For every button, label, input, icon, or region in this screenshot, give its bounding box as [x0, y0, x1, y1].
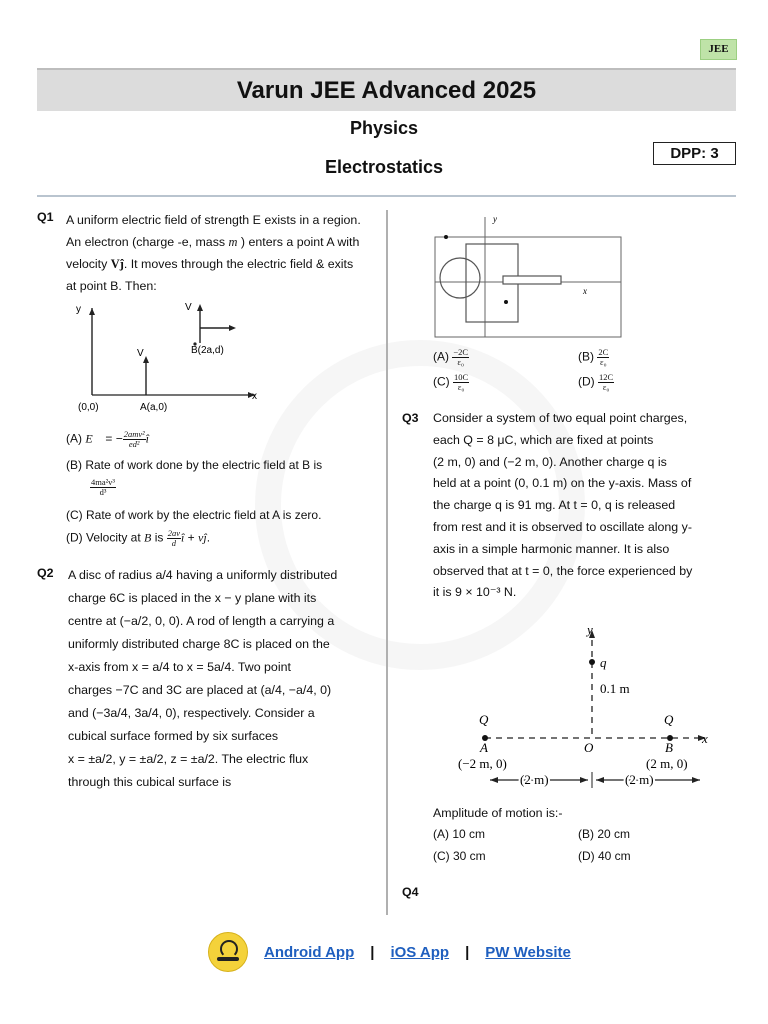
customer-care-icon[interactable]	[208, 932, 248, 972]
dpp-badge: DPP: 3	[653, 142, 736, 165]
fig-label-y: y	[587, 622, 593, 637]
ios-app-link[interactable]: iOS App	[390, 943, 450, 961]
fig-label-x: x	[702, 731, 708, 746]
q1-option-c[interactable]: (C) Rate of work by the electric field at A is zero.	[66, 508, 322, 522]
q1-figure	[70, 298, 260, 414]
q1-option-a[interactable]: (A) E⃗ = − $\frac{\text{2amv²}}{\text{ed²}}$ î	[66, 429, 150, 449]
q3-figure	[450, 620, 720, 795]
fig-label-point-b: B(2a,d)	[191, 345, 224, 356]
q3-option-c[interactable]: (C) 30 cm	[433, 849, 486, 863]
q3-prompt: Amplitude of motion is:-	[433, 806, 563, 820]
q1-option-b-value: $\frac{\text{4ma²v³}}{\text{d³}}$	[91, 477, 115, 497]
fig-label-charge: Q	[664, 712, 674, 727]
chapter-heading: Electrostatics	[324, 157, 444, 177]
fig-label-x: x	[583, 286, 587, 296]
column-divider	[386, 210, 388, 915]
header-divider	[37, 195, 736, 197]
q2-option-c[interactable]: (C) $\frac{10C}{\text{ε₀}}$	[433, 372, 469, 392]
charge-q	[589, 659, 595, 665]
fig-label-origin: (0,0)	[78, 402, 99, 413]
fig-label-b-coord: (2 m, 0)	[646, 756, 688, 771]
fig-label-x: x	[252, 391, 257, 402]
android-app-link[interactable]: Android App	[264, 943, 355, 961]
footer-separator: |	[370, 943, 375, 961]
fig-label-y: y	[493, 214, 497, 224]
fig-label-charge: Q	[479, 712, 489, 727]
fig-label-o: O	[584, 740, 594, 755]
question-number: Q1	[37, 210, 54, 224]
exam-tag: JEE	[700, 39, 737, 60]
point-charge	[444, 235, 448, 239]
q2-figure	[433, 212, 623, 340]
q2-text: A disc of radius a/4 having a uniformly distributed charge 6C is placed in the x − y plane with its centre at (−a/2, 0, 0). A rod of length a carrying a uniformly distributed charge 8C is placed on the x-axis from x = a/4 to x = 5a/4. Two point charges −7C and 3C are placed at (a/4, −a/4, 0) and (−3a/4, 3a/4, 0), respectively. Consider a cubical surface formed by six surfaces x = ±a/2, y = ±a/2, z = ±a/2. The electric flux through this cubical surface is	[68, 568, 338, 789]
question-number: Q4	[402, 885, 419, 899]
fig-label-b: B	[665, 740, 673, 755]
fig-label-y: y	[76, 304, 81, 315]
fig-label-velocity: V	[185, 302, 192, 313]
fig-label-point-a: A(a,0)	[140, 402, 168, 413]
q2-option-b[interactable]: (B) $\frac{2C}{\text{ε₀}}$	[578, 347, 609, 367]
pw-website-link[interactable]: PW Website	[485, 943, 571, 961]
page-title: Varun JEE Advanced 2025	[37, 68, 736, 111]
q3-option-b[interactable]: (B) 20 cm	[578, 827, 631, 841]
fig-label-q: q	[600, 655, 607, 670]
q2-option-d[interactable]: (D) $\frac{12C}{\text{ε₀}}$	[578, 372, 614, 392]
question-number: Q3	[402, 411, 419, 425]
fig-label-distance: (2 m)	[520, 772, 549, 787]
q3-option-a[interactable]: (A) 10 cm	[433, 827, 486, 841]
q1-option-d[interactable]: (D) Velocity at B is $\frac{2av}{d}$ î + vĵ.	[66, 528, 211, 548]
q1-option-b[interactable]: (B) Rate of work done by the electric field at B is	[66, 458, 323, 472]
q1-text: A uniform electric field of strength E exists in a region. An electron (charge -e, mass m ) enters a point A with velocity Vĵ. It moves through the electric field & exits at point B. Then:	[66, 213, 361, 293]
q3-option-d[interactable]: (D) 40 cm	[578, 849, 631, 863]
point-charge	[504, 300, 508, 304]
charged-rod	[503, 276, 561, 284]
question-number: Q2	[37, 566, 54, 580]
q2-option-a[interactable]: (A) $\frac{-2C}{\text{ε₀}}$	[433, 347, 469, 367]
fig-label-velocity: V	[137, 348, 144, 359]
fig-label-a-coord: (−2 m, 0)	[458, 756, 507, 771]
y-axis-arrow	[89, 308, 95, 315]
q3-text: Consider a system of two equal point charges, each Q = 8 μC, which are fixed at points (2 m, 0) and (−2 m, 0). Another charge q is held at a point (0, 0.1 m) on the y-axis. Mass of the charge q is 91 mg. At t = 0, q is released from rest and it is observed to oscillate along y- axis in a simple harmonic manner. It is also observed that at t = 0, the force experienced by it is 9 × 10⁻³ N.	[433, 411, 693, 600]
footer-separator: |	[465, 943, 470, 961]
footer-links	[208, 932, 588, 972]
fig-label-a: A	[480, 740, 488, 755]
fig-label-distance: (2 m)	[625, 772, 654, 787]
fig-label-distance: 0.1 m	[600, 681, 630, 696]
subject-heading: Physics	[349, 118, 419, 138]
